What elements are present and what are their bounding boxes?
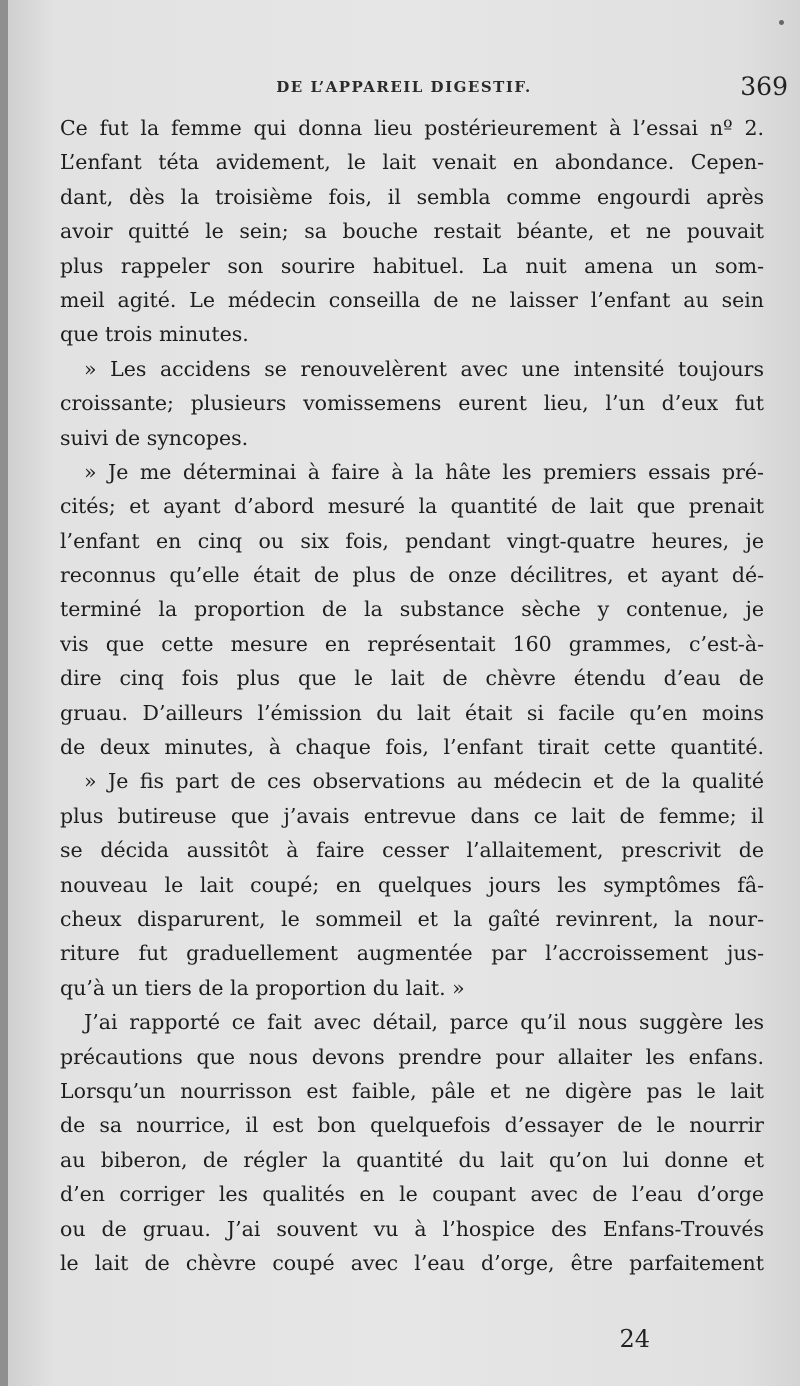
text-line: nouveau le lait coupé; en quelques jours les symptômes fâ- bbox=[60, 872, 764, 897]
running-title: DE L’APPAREIL DIGESTIF. bbox=[276, 78, 532, 96]
text-line: suivi de syncopes. bbox=[60, 425, 249, 450]
text-line: J’ai rapporté ce fait avec détail, parce qu’il nous suggère les bbox=[84, 1010, 764, 1035]
text-line: gruau. D’ailleurs l’émission du lait était si facile qu’en moins bbox=[60, 700, 764, 725]
text-line: dant, dès la troisième fois, il sembla comme engourdi après bbox=[60, 184, 764, 209]
text-line: reconnus qu’elle était de plus de onze décilitres, et ayant dé- bbox=[60, 563, 764, 588]
text-line: qu’à un tiers de la proportion du lait. » bbox=[60, 975, 465, 1000]
text-line: croissante; plusieurs vomissemens eurent lieu, l’un d’eux fut bbox=[60, 391, 764, 416]
body-text bbox=[60, 111, 764, 1280]
text-line: de deux minutes, à chaque fois, l’enfant tirait cette quantité. bbox=[60, 735, 764, 760]
text-line: L’enfant téta avidement, le lait venait en abondance. Cepen- bbox=[60, 150, 764, 175]
text-line: le lait de chèvre coupé avec l’eau d’orge, être parfaitement bbox=[60, 1250, 764, 1275]
text-line: au biberon, de régler la quantité du lait qu’on lui donne et bbox=[60, 1147, 764, 1172]
text-line: Lorsqu’un nourrisson est faible, pâle et ne digère pas le lait bbox=[60, 1078, 764, 1103]
book-page bbox=[8, 0, 800, 1386]
text-line: de sa nourrice, il est bon quelquefois d’essayer de le nourrir bbox=[60, 1113, 764, 1138]
text-line: vis que cette mesure en représentait 160 grammes, c’est-à- bbox=[60, 631, 764, 656]
running-head bbox=[8, 72, 800, 106]
text-line: avoir quitté le sein; sa bouche restait béante, et ne pouvait bbox=[60, 219, 764, 244]
text-line: ou de gruau. J’ai souvent vu à l’hospice des Enfans-Trouvés bbox=[60, 1216, 764, 1241]
text-line: » Je fis part de ces observations au médecin et de la qualité bbox=[84, 769, 764, 794]
signature-mark: 24 bbox=[619, 1325, 650, 1353]
text-line: plus butireuse que j’avais entrevue dans ce lait de femme; il bbox=[60, 803, 764, 828]
text-line: cheux disparurent, le sommeil et la gaîté revinrent, la nour- bbox=[60, 906, 764, 931]
text-line: dire cinq fois plus que le lait de chèvre étendu d’eau de bbox=[60, 666, 764, 691]
text-line: » Je me déterminai à faire à la hâte les premiers essais pré- bbox=[84, 459, 764, 484]
text-line: » Les accidens se renouvelèrent avec une intensité toujours bbox=[84, 356, 764, 381]
text-line: l’enfant en cinq ou six fois, pendant vingt-quatre heures, je bbox=[60, 528, 764, 553]
text-line: riture fut graduellement augmentée par l’accroissement jus- bbox=[60, 941, 764, 966]
text-line: cités; et ayant d’abord mesuré la quantité de lait que prenait bbox=[60, 494, 764, 519]
text-line: terminé la proportion de la substance sèche y contenue, je bbox=[60, 597, 764, 622]
page-number: 369 bbox=[740, 72, 788, 101]
text-line: précautions que nous devons prendre pour allaiter les enfans. bbox=[60, 1044, 764, 1069]
text-line: d’en corriger les qualités en le coupant avec de l’eau d’orge bbox=[60, 1182, 764, 1207]
text-line: Ce fut la femme qui donna lieu postérieurement à l’essai nº 2. bbox=[60, 116, 764, 140]
text-line: que trois minutes. bbox=[60, 322, 249, 347]
text-line: se décida aussitôt à faire cesser l’allaitement, prescrivit de bbox=[60, 838, 764, 863]
text-line: meil agité. Le médecin conseilla de ne laisser l’enfant au sein bbox=[60, 287, 764, 312]
edge-speck bbox=[779, 20, 784, 25]
text-line: plus rappeler son sourire habituel. La nuit amena un som- bbox=[60, 253, 764, 278]
